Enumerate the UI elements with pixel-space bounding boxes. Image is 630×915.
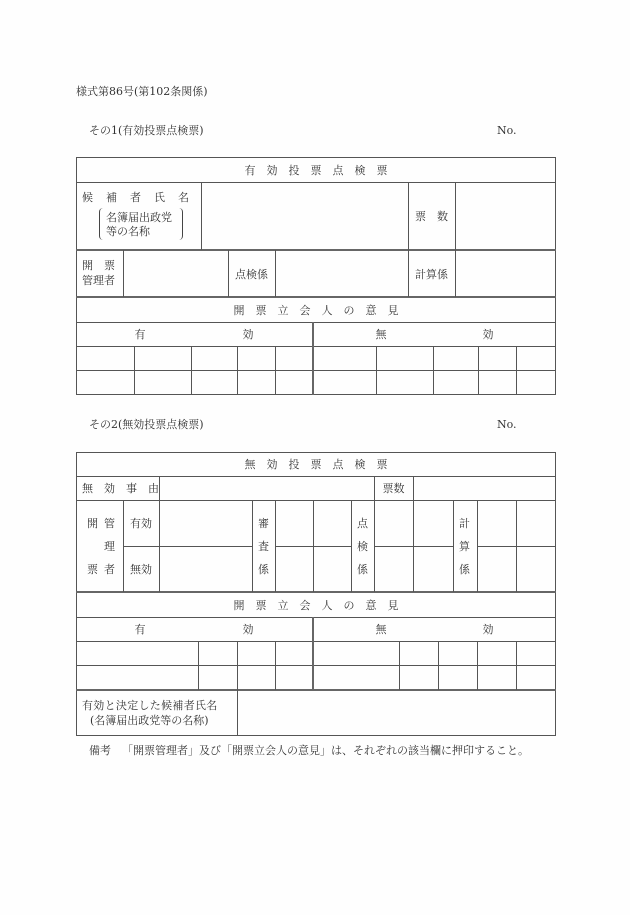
invalid-row-label: 無効 xyxy=(130,563,152,576)
reviewer-char: 審 xyxy=(258,517,269,530)
table2-vline xyxy=(516,500,517,592)
table2-hline xyxy=(76,665,556,666)
table2-vline xyxy=(252,500,253,592)
table2-vline xyxy=(477,500,478,592)
manager-char: 票 xyxy=(87,563,98,576)
table2-vline xyxy=(237,641,238,736)
votes-label: 票 数 xyxy=(415,210,448,223)
remarks-label: 備考 xyxy=(89,744,111,757)
valid-header-right-2: 効 xyxy=(242,623,254,636)
invalid-reason-label: 無 効 事 由 xyxy=(82,482,159,495)
table2-vline xyxy=(374,500,375,592)
valid-row-label: 有効 xyxy=(130,517,152,530)
table2-vline xyxy=(413,500,414,592)
table1-vline xyxy=(275,346,276,395)
table1-title: 有 効 投 票 点 検 票 xyxy=(244,163,388,177)
inspector-label: 点検係 xyxy=(235,267,268,281)
table2-vline xyxy=(399,641,400,690)
form-number: 様式第86号(第102条関係) xyxy=(76,85,208,98)
inspector-char: 検 xyxy=(357,540,368,553)
manager-char: 管 xyxy=(104,517,115,530)
table2-vline-divider xyxy=(312,617,314,690)
section1-no-label: No. xyxy=(497,124,517,137)
table2-hline xyxy=(76,641,556,642)
table2-vline xyxy=(275,641,276,690)
valid-header-right: 効 xyxy=(242,328,254,341)
table2-vline xyxy=(313,500,314,592)
table1-vline xyxy=(123,250,124,297)
table2-title: 無 効 投 票 点 検 票 xyxy=(244,458,388,471)
inspector-char: 点 xyxy=(357,517,368,530)
table1-hline xyxy=(76,249,556,251)
calculator-char: 係 xyxy=(459,563,470,576)
section2-title: その2(無効投票点検票) xyxy=(89,418,204,431)
table1-vline xyxy=(516,346,517,395)
table2-vline xyxy=(275,500,276,592)
votes-label-2: 票数 xyxy=(382,482,405,495)
remarks-text: 「開票管理者」及び「開票立会人の意見」は、それぞれの該当欄に押印すること。 xyxy=(122,744,529,757)
candidate-name-label: 候 補 者 氏 名 xyxy=(82,191,190,204)
table2-vline xyxy=(477,641,478,690)
table1-vline xyxy=(237,346,238,395)
calculator-char: 計 xyxy=(459,517,470,530)
manager-label-line2: 管理者 xyxy=(82,274,115,287)
invalid-header-right-2: 効 xyxy=(482,623,494,636)
table2-hline xyxy=(76,689,556,691)
calculator-char: 算 xyxy=(459,540,470,553)
reviewer-char: 査 xyxy=(258,540,269,553)
valid-header-left: 有 xyxy=(134,328,146,341)
table2-vline xyxy=(351,500,352,592)
table1-vline xyxy=(134,346,135,395)
invalid-header-left-2: 無 xyxy=(375,623,387,636)
section1-title: その1(有効投票点検票) xyxy=(89,124,204,137)
table1-vline xyxy=(433,346,434,395)
table2-vline xyxy=(198,641,199,690)
table2-vline xyxy=(438,641,439,690)
manager-char: 理 xyxy=(104,540,115,553)
witness-opinion-title-2: 開 票 立 会 人 の 意 見 xyxy=(233,598,399,612)
table1-vline-divider xyxy=(312,322,314,395)
table1-hline xyxy=(76,346,556,347)
inspector-char: 係 xyxy=(357,563,368,576)
valid-header-left-2: 有 xyxy=(134,623,146,636)
table1-vline xyxy=(455,182,456,297)
table1-vline xyxy=(275,250,276,297)
manager-char: 開 xyxy=(87,517,98,530)
candidate-party-label-line1: 名簿届出政党 xyxy=(106,211,172,224)
table2-vline xyxy=(159,476,160,500)
table1-vline xyxy=(191,346,192,395)
table2-vline xyxy=(453,500,454,592)
invalid-header-left: 無 xyxy=(375,328,387,341)
reviewer-char: 係 xyxy=(258,563,269,576)
table1-hline xyxy=(76,370,556,371)
manager-label-line1: 開 票 xyxy=(82,259,115,272)
calculator-label: 計算係 xyxy=(415,267,448,281)
candidate-party-label-line2: 等の名称 xyxy=(106,225,150,238)
table2-vline xyxy=(159,500,160,592)
decided-candidate-label-line1: 有効と決定した候補者氏名 xyxy=(82,699,218,712)
table1-vline xyxy=(478,346,479,395)
manager-char: 者 xyxy=(104,563,115,576)
table1-hline xyxy=(76,182,556,183)
invalid-header-right: 効 xyxy=(482,328,494,341)
table1-vline xyxy=(201,182,202,250)
section2-no-label: No. xyxy=(497,418,517,431)
table2-vline xyxy=(413,476,414,500)
table2-vline xyxy=(516,641,517,690)
decided-candidate-label-line2: (名簿届出政党等の名称) xyxy=(90,714,209,727)
table2-hline xyxy=(76,476,556,477)
table1-vline xyxy=(376,346,377,395)
witness-opinion-title: 開 票 立 会 人 の 意 見 xyxy=(233,303,399,317)
